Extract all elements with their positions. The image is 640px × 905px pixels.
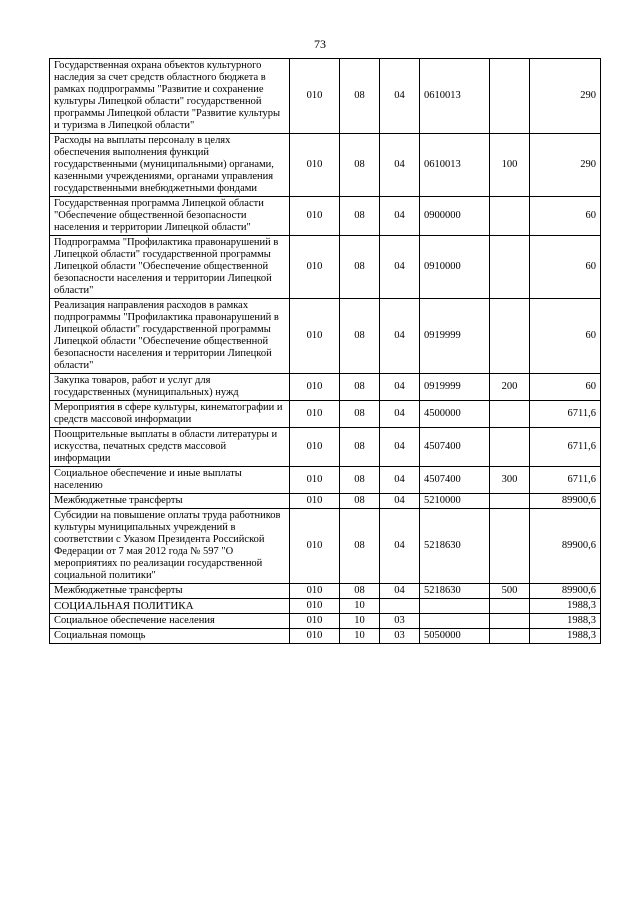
ministry-code: 010 bbox=[290, 629, 340, 644]
section-code: 08 bbox=[340, 401, 380, 428]
subsection-code: 04 bbox=[380, 236, 420, 299]
target-article-code: 5050000 bbox=[420, 629, 490, 644]
amount: 89900,6 bbox=[530, 584, 601, 599]
section-code: 08 bbox=[340, 494, 380, 509]
subsection-code: 04 bbox=[380, 428, 420, 467]
row-name: Социальная помощь bbox=[50, 629, 290, 644]
target-article-code: 4507400 bbox=[420, 467, 490, 494]
ministry-code: 010 bbox=[290, 494, 340, 509]
target-article-code: 5210000 bbox=[420, 494, 490, 509]
row-name: Социальное обеспечение населения bbox=[50, 614, 290, 629]
expense-type-code bbox=[490, 428, 530, 467]
row-name: Субсидии на повышение оплаты труда работников культуры муниципальных учреждений в соответствии с Указом Президента Российской Федерации от 7 мая 2012 года № 597 "О мероприятиях по реализации государственной социальной политики" bbox=[50, 509, 290, 584]
row-name: Государственная охрана объектов культурного наследия за счет средств областного бюджета в рамках подпрограммы "Развитие и сохранение культуры Липецкой области" государственной программы Липецкой области "Развитие культуры и туризма в Липецкой области" bbox=[50, 59, 290, 134]
table-row bbox=[50, 134, 601, 197]
table-row bbox=[50, 401, 601, 428]
subsection-code: 04 bbox=[380, 197, 420, 236]
amount: 1988,3 bbox=[530, 629, 601, 644]
section-code: 10 bbox=[340, 599, 380, 614]
subsection-code: 03 bbox=[380, 629, 420, 644]
table-row bbox=[50, 584, 601, 599]
ministry-code: 010 bbox=[290, 401, 340, 428]
amount: 89900,6 bbox=[530, 494, 601, 509]
subsection-code: 04 bbox=[380, 584, 420, 599]
table-row bbox=[50, 428, 601, 467]
expense-type-code: 100 bbox=[490, 134, 530, 197]
subsection-code bbox=[380, 599, 420, 614]
amount: 60 bbox=[530, 374, 601, 401]
expense-type-code bbox=[490, 59, 530, 134]
expense-type-code bbox=[490, 494, 530, 509]
target-article-code: 0919999 bbox=[420, 374, 490, 401]
ministry-code: 010 bbox=[290, 467, 340, 494]
expense-type-code bbox=[490, 197, 530, 236]
table-row bbox=[50, 614, 601, 629]
ministry-code: 010 bbox=[290, 374, 340, 401]
amount: 6711,6 bbox=[530, 428, 601, 467]
table-row bbox=[50, 599, 601, 614]
section-code: 08 bbox=[340, 299, 380, 374]
amount: 6711,6 bbox=[530, 467, 601, 494]
target-article-code: 5218630 bbox=[420, 584, 490, 599]
amount: 6711,6 bbox=[530, 401, 601, 428]
amount: 1988,3 bbox=[530, 614, 601, 629]
ministry-code: 010 bbox=[290, 584, 340, 599]
row-name: Межбюджетные трансферты bbox=[50, 584, 290, 599]
table-row bbox=[50, 509, 601, 584]
subsection-code: 04 bbox=[380, 467, 420, 494]
ministry-code: 010 bbox=[290, 197, 340, 236]
subsection-code: 04 bbox=[380, 494, 420, 509]
target-article-code: 0919999 bbox=[420, 299, 490, 374]
target-article-code: 5218630 bbox=[420, 509, 490, 584]
target-article-code: 4500000 bbox=[420, 401, 490, 428]
table-row bbox=[50, 629, 601, 644]
row-name: Социальное обеспечение и иные выплаты населению bbox=[50, 467, 290, 494]
expense-type-code bbox=[490, 236, 530, 299]
ministry-code: 010 bbox=[290, 509, 340, 584]
budget-table bbox=[49, 58, 601, 644]
row-name: Закупка товаров, работ и услуг для государственных (муниципальных) нужд bbox=[50, 374, 290, 401]
table-row bbox=[50, 467, 601, 494]
amount: 1988,3 bbox=[530, 599, 601, 614]
target-article-code bbox=[420, 599, 490, 614]
expense-type-code bbox=[490, 614, 530, 629]
amount: 290 bbox=[530, 134, 601, 197]
table-row bbox=[50, 197, 601, 236]
amount: 60 bbox=[530, 197, 601, 236]
expense-type-code: 200 bbox=[490, 374, 530, 401]
row-name: СОЦИАЛЬНАЯ ПОЛИТИКА bbox=[50, 599, 290, 614]
subsection-code: 04 bbox=[380, 401, 420, 428]
subsection-code: 04 bbox=[380, 509, 420, 584]
expense-type-code bbox=[490, 509, 530, 584]
subsection-code: 04 bbox=[380, 299, 420, 374]
target-article-code: 0900000 bbox=[420, 197, 490, 236]
expense-type-code bbox=[490, 401, 530, 428]
expense-type-code bbox=[490, 599, 530, 614]
subsection-code: 04 bbox=[380, 134, 420, 197]
row-name: Государственная программа Липецкой области "Обеспечение общественной безопасности населения и территории Липецкой области" bbox=[50, 197, 290, 236]
target-article-code bbox=[420, 614, 490, 629]
page-number: 73 bbox=[314, 37, 326, 51]
section-code: 08 bbox=[340, 374, 380, 401]
table-row bbox=[50, 494, 601, 509]
row-name: Подпрограмма "Профилактика правонарушений в Липецкой области" государственной программы Липецкой области "Обеспечение общественной безопасности населения и территории Липецкой области" bbox=[50, 236, 290, 299]
section-code: 08 bbox=[340, 509, 380, 584]
amount: 60 bbox=[530, 299, 601, 374]
row-name: Мероприятия в сфере культуры, кинематографии и средств массовой информации bbox=[50, 401, 290, 428]
target-article-code: 4507400 bbox=[420, 428, 490, 467]
target-article-code: 0610013 bbox=[420, 59, 490, 134]
ministry-code: 010 bbox=[290, 236, 340, 299]
section-code: 10 bbox=[340, 614, 380, 629]
section-code: 08 bbox=[340, 59, 380, 134]
amount: 290 bbox=[530, 59, 601, 134]
target-article-code: 0910000 bbox=[420, 236, 490, 299]
table-row bbox=[50, 236, 601, 299]
row-name: Межбюджетные трансферты bbox=[50, 494, 290, 509]
section-code: 08 bbox=[340, 236, 380, 299]
row-name: Реализация направления расходов в рамках подпрограммы "Профилактика правонарушений в Липецкой области" государственной программы Липецкой области "Обеспечение общественной безопасности населения и территории Липецкой области" bbox=[50, 299, 290, 374]
section-code: 08 bbox=[340, 467, 380, 494]
ministry-code: 010 bbox=[290, 428, 340, 467]
table-row bbox=[50, 299, 601, 374]
section-code: 08 bbox=[340, 428, 380, 467]
ministry-code: 010 bbox=[290, 599, 340, 614]
row-name: Поощрительные выплаты в области литературы и искусства, печатных средств массовой информации bbox=[50, 428, 290, 467]
target-article-code: 0610013 bbox=[420, 134, 490, 197]
row-name: Расходы на выплаты персоналу в целях обеспечения выполнения функций государственными (муниципальными) органами, казенными учреждениями, органами управления государственными внебюджетными фондами bbox=[50, 134, 290, 197]
subsection-code: 04 bbox=[380, 59, 420, 134]
expense-type-code bbox=[490, 299, 530, 374]
subsection-code: 03 bbox=[380, 614, 420, 629]
expense-type-code: 300 bbox=[490, 467, 530, 494]
ministry-code: 010 bbox=[290, 614, 340, 629]
section-code: 08 bbox=[340, 584, 380, 599]
ministry-code: 010 bbox=[290, 299, 340, 374]
ministry-code: 010 bbox=[290, 59, 340, 134]
subsection-code: 04 bbox=[380, 374, 420, 401]
amount: 89900,6 bbox=[530, 509, 601, 584]
amount: 60 bbox=[530, 236, 601, 299]
section-code: 08 bbox=[340, 197, 380, 236]
table-row bbox=[50, 374, 601, 401]
table-row bbox=[50, 59, 601, 134]
expense-type-code bbox=[490, 629, 530, 644]
ministry-code: 010 bbox=[290, 134, 340, 197]
expense-type-code: 500 bbox=[490, 584, 530, 599]
section-code: 08 bbox=[340, 134, 380, 197]
section-code: 10 bbox=[340, 629, 380, 644]
